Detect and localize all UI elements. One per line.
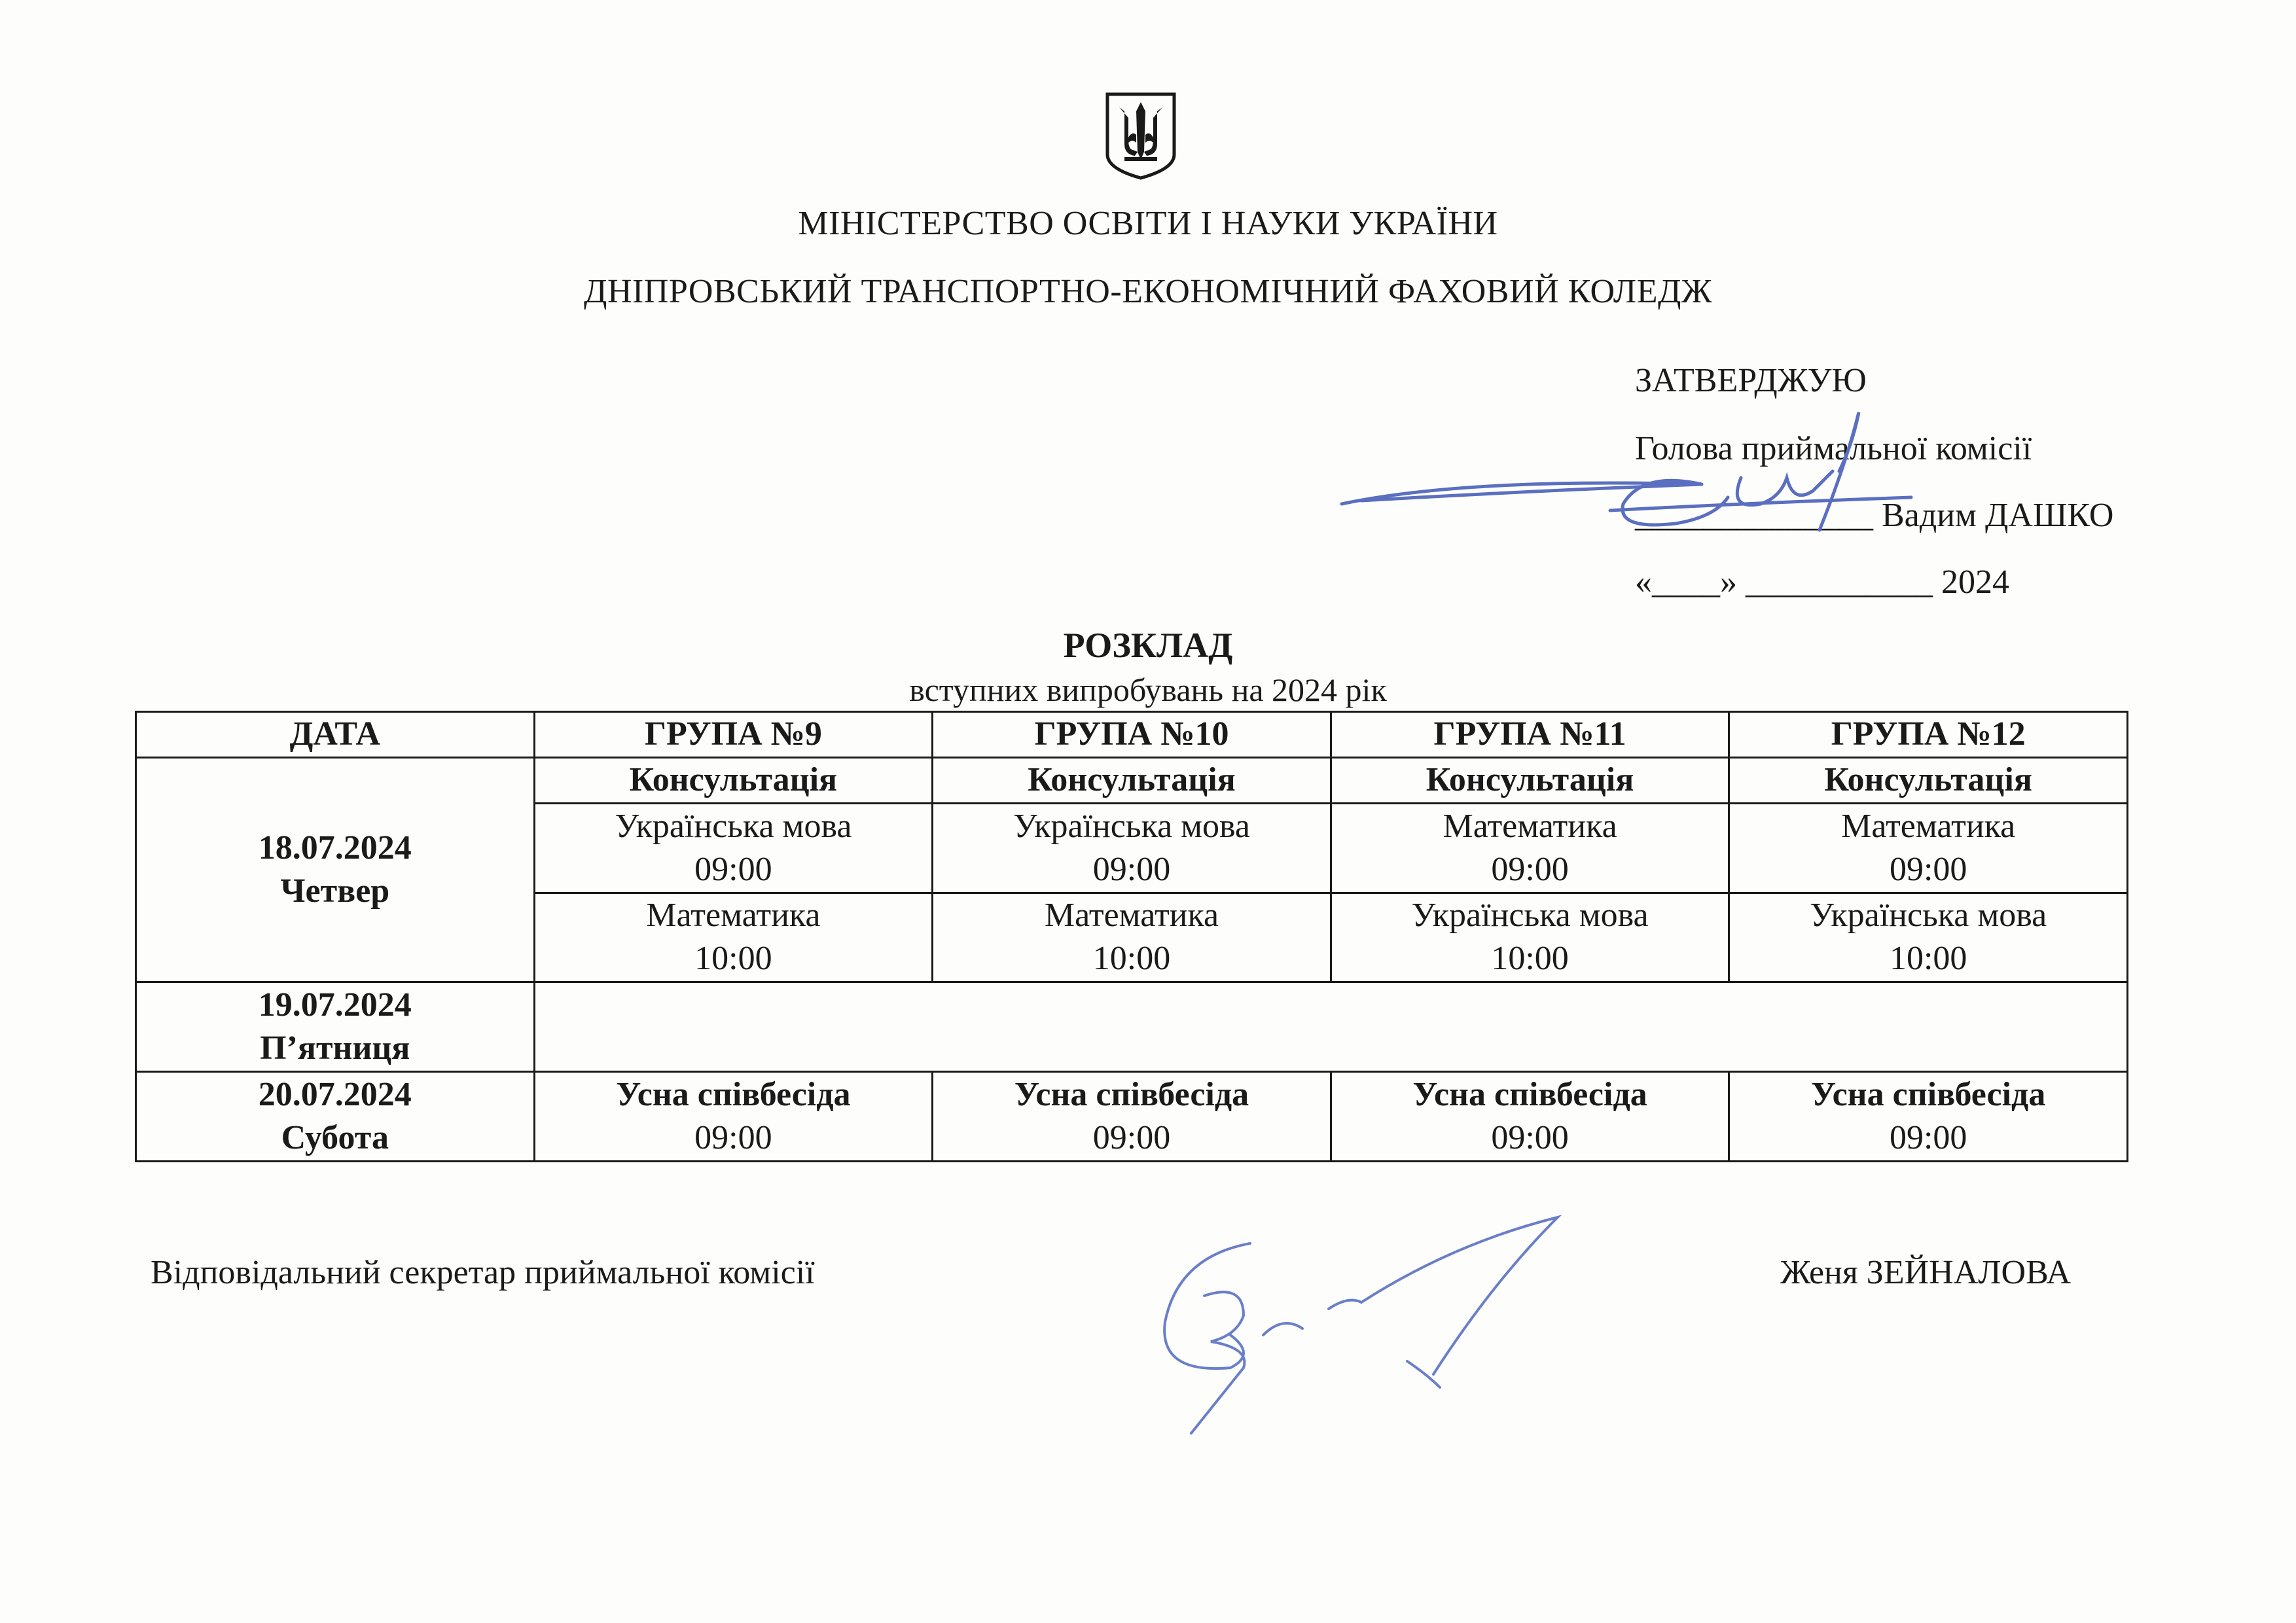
exam-cell [1331,893,1729,982]
exam-cell [1729,803,2128,893]
date-value: 19.07.2024 [258,986,412,1024]
time: 09:00 [1092,850,1171,888]
time: 10:00 [1092,940,1171,978]
subject: Українська мова [1810,897,2047,935]
header-group-10: ГРУПА №10 [933,712,1331,758]
exam-cell [1729,1072,2128,1162]
session-cell: Консультація [1729,757,2128,803]
ukraine-trident-icon [1105,92,1177,181]
time: 09:00 [1092,1119,1171,1157]
subject: Українська мова [615,807,852,845]
subject: Усна співбесіда [1811,1076,2046,1114]
exam-cell [1729,893,2128,982]
table-row [136,982,2128,1072]
date-cell [136,982,535,1072]
date-cell [136,1072,535,1162]
approval-role: Голова приймальної комісії [1635,430,2032,467]
weekday-value: П’ятниця [260,1029,410,1067]
weekday-value: Субота [281,1119,389,1157]
approver-signature [1335,406,1924,550]
subject: Математика [1044,897,1219,935]
document-title: РОЗКЛАД [1063,626,1233,665]
exam-cell [534,1072,933,1162]
secretary-role: Відповідальний секретар приймальної комісії [151,1254,815,1291]
header-group-11: ГРУПА №11 [1331,712,1729,758]
college-name: ДНІПРОВСЬКИЙ ТРАНСПОРТНО-ЕКОНОМІЧНИЙ ФАХОВИЙ КОЛЕДЖ [583,273,1713,310]
exam-cell [534,803,933,893]
approval-date-line: «____» ___________ 2024 [1635,563,2009,601]
secretary-signature [1152,1204,1571,1440]
header-date: ДАТА [136,712,535,758]
time: 10:00 [1491,940,1569,978]
subject: Українська мова [1411,897,1649,935]
exam-cell [933,803,1331,893]
date-cell [136,757,535,982]
subject: Усна співбесіда [1412,1076,1647,1114]
session-cell: Консультація [534,757,933,803]
subject: Українська мова [1013,807,1251,845]
table-row [136,757,2128,803]
ministry-name: МІНІСТЕРСТВО ОСВІТИ І НАУКИ УКРАЇНИ [798,205,1498,242]
time: 09:00 [1889,850,1967,888]
header-group-9: ГРУПА №9 [534,712,933,758]
time: 09:00 [694,1119,772,1157]
subject: Усна співбесіда [616,1076,851,1114]
subject: Математика [1841,807,2016,845]
secretary-name: Женя ЗЕЙНАЛОВА [1780,1254,2072,1291]
session-cell: Консультація [1331,757,1729,803]
exam-cell [1331,1072,1729,1162]
time: 09:00 [1889,1119,1967,1157]
time: 10:00 [1889,940,1967,978]
schedule-table [135,711,2128,1162]
subject: Математика [1443,807,1617,845]
date-value: 18.07.2024 [258,829,412,867]
date-value: 20.07.2024 [258,1076,412,1114]
weekday-value: Четвер [280,872,390,910]
table-header-row [136,712,2128,758]
time: 10:00 [694,940,772,978]
time: 09:00 [1491,1119,1569,1157]
empty-cell [534,982,2127,1072]
subject: Математика [646,897,821,935]
exam-cell [933,893,1331,982]
header-group-12: ГРУПА №12 [1729,712,2128,758]
approver-name: Вадим ДАШКО [1882,497,2114,534]
exam-cell [933,1072,1331,1162]
table-row [136,1072,2128,1162]
document-subtitle: вступних випробувань на 2024 рік [909,671,1387,708]
approval-word: ЗАТВЕРДЖУЮ [1635,362,1867,399]
exam-cell [1331,803,1729,893]
time: 09:00 [694,850,772,888]
signature-underline: ______________ [1635,497,1873,534]
subject: Усна співбесіда [1014,1076,1249,1114]
time: 09:00 [1491,850,1569,888]
exam-cell [534,893,933,982]
session-cell: Консультація [933,757,1331,803]
